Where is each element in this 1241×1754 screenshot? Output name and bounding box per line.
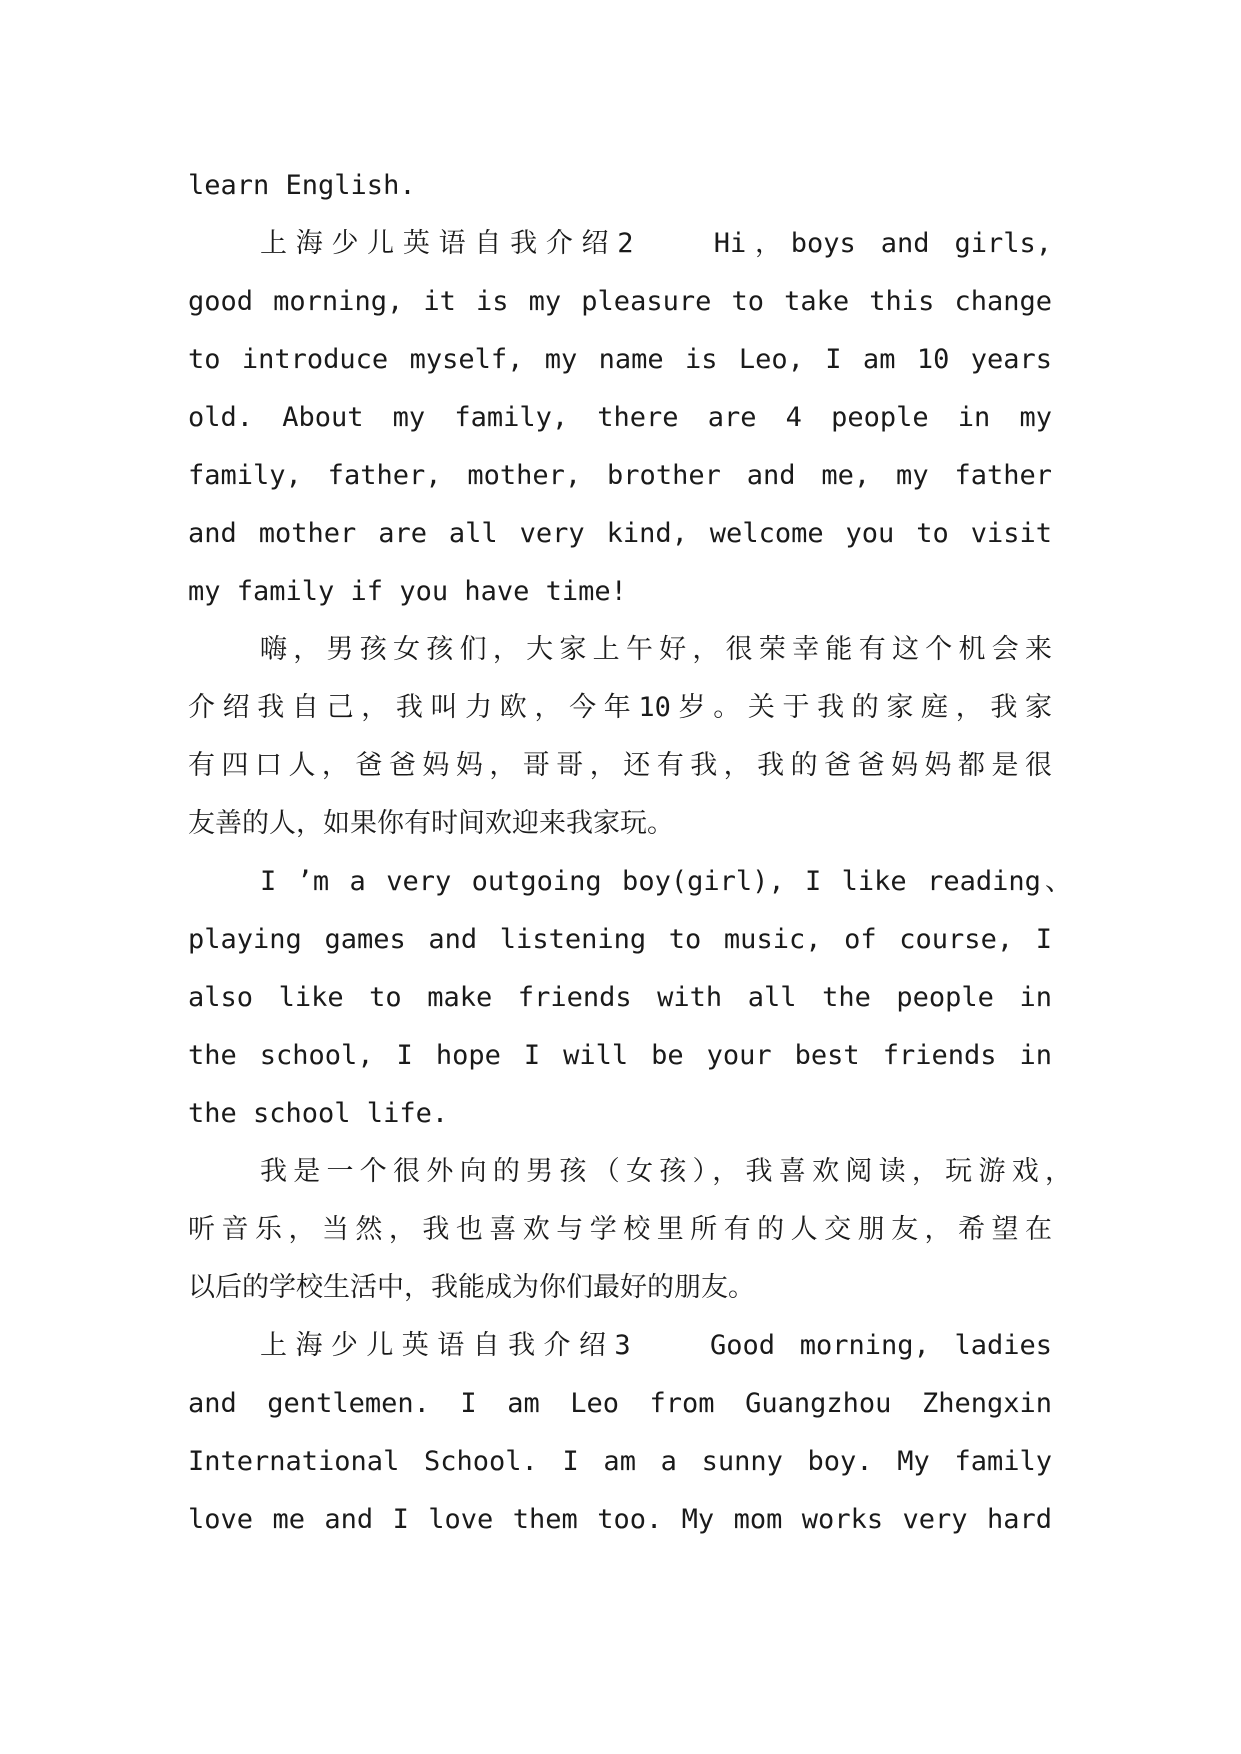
text-line: 友善的人，如果你有时间欢迎来我家玩。 xyxy=(188,808,674,839)
text-line: to introduce myself, my name is Leo, I am 10 years xyxy=(188,344,1052,375)
text-line: 听音乐，当然，我也喜欢与学校里所有的人交朋友，希望在 xyxy=(188,1214,1052,1245)
text-line: old. About my family, there are 4 people in my xyxy=(188,402,1052,433)
text-line: and mother are all very kind, welcome you to visit xyxy=(188,518,1052,549)
text-line: 我是一个很外向的男孩（女孩），我喜欢阅读，玩游戏， xyxy=(260,1156,1072,1187)
text-line: the school, I hope I will be your best friends in xyxy=(188,1040,1052,1071)
text-line: family, father, mother, brother and me, my father xyxy=(188,460,1052,491)
text-line: learn English. xyxy=(188,170,416,201)
text-line: 嗨，男孩女孩们，大家上午好，很荣幸能有这个机会来 xyxy=(260,634,1052,665)
text-line: 有四口人，爸爸妈妈，哥哥，还有我，我的爸爸妈妈都是很 xyxy=(188,750,1052,781)
text-line: also like to make friends with all the people in xyxy=(188,982,1052,1013)
text-line: good morning, it is my pleasure to take this change xyxy=(188,286,1052,317)
text-line: 介绍我自己，我叫力欧，今年10岁。关于我的家庭，我家 xyxy=(188,692,1052,723)
text-line: I ’m a very outgoing boy(girl), I like reading、 xyxy=(260,866,1072,897)
text-line: love me and I love them too. My mom works very hard xyxy=(188,1504,1052,1535)
text-line: the school life. xyxy=(188,1098,449,1129)
text-line: and gentlemen. I am Leo from Guangzhou Zhengxin xyxy=(188,1388,1052,1419)
section-heading-line: 上海少儿英语自我介绍2 Hi，boys and girls, xyxy=(260,228,1052,259)
text-line: International School. I am a sunny boy. My family xyxy=(188,1446,1052,1477)
text-line: playing games and listening to music, of course, I xyxy=(188,924,1052,955)
text-line: my family if you have time! xyxy=(188,576,627,607)
text-line: 以后的学校生活中，我能成为你们最好的朋友。 xyxy=(188,1272,755,1303)
section-heading-line: 上海少儿英语自我介绍3 Good morning, ladies xyxy=(260,1330,1052,1361)
